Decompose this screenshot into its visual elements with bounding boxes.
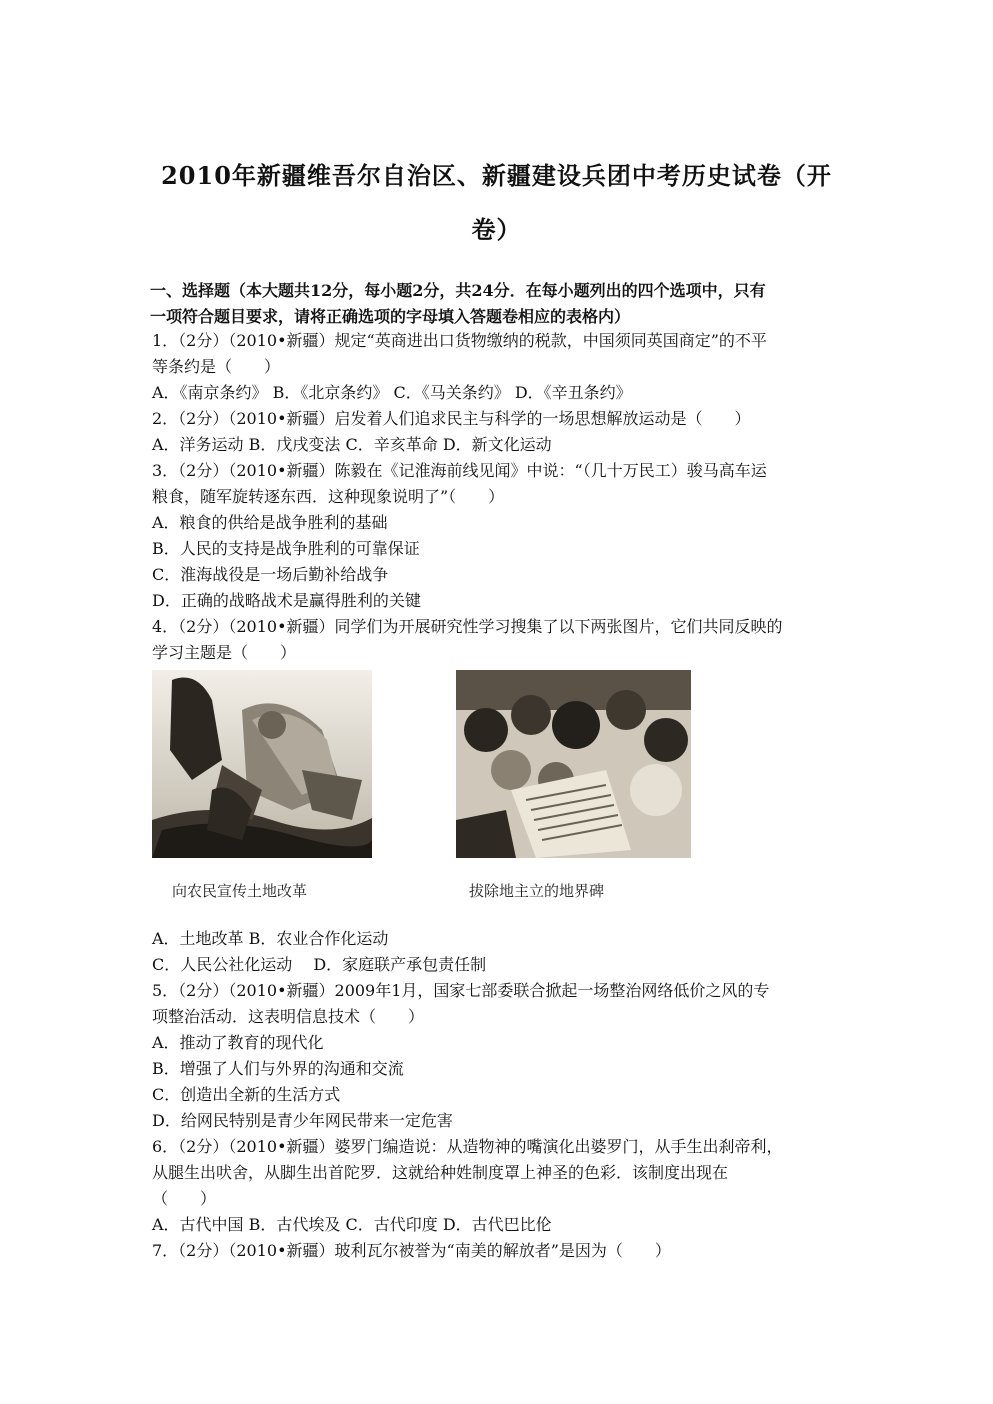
exam-title-line-2: 卷） bbox=[471, 215, 522, 244]
question-line: 等条约是（ ） bbox=[152, 357, 281, 376]
boundary-marker-photo-drawing bbox=[456, 670, 691, 858]
question-line: A．粮食的供给是战争胜利的基础 bbox=[152, 513, 388, 532]
question-line: A．洋务运动 B．戊戌变法 C．辛亥革命 D．新文化运动 bbox=[152, 435, 552, 454]
question-line: D．给网民特别是青少年网民带来一定危害 bbox=[152, 1111, 453, 1130]
question-line: （ ） bbox=[152, 1189, 217, 1208]
question-line: 2．（2分）（2010•新疆）启发着人们追求民主与科学的一场思想解放运动是（ ） bbox=[152, 409, 751, 428]
question-line: D．正确的战略战术是赢得胜利的关键 bbox=[152, 591, 421, 610]
question-line: 粮食，随军旋转逐东西．这种现象说明了”（ ） bbox=[152, 487, 505, 506]
land-reform-photo-drawing bbox=[152, 670, 372, 858]
land-reform-photo bbox=[152, 670, 372, 858]
question-line: 7．（2分）（2010•新疆）玻利瓦尔被誉为“南美的解放者”是因为（ ） bbox=[152, 1241, 671, 1260]
question-line: 从腿生出吠舍，从脚生出首陀罗．这就给种姓制度罩上神圣的色彩．该制度出现在 bbox=[152, 1163, 729, 1182]
boundary-marker-photo bbox=[456, 670, 691, 858]
question-line: 学习主题是（ ） bbox=[152, 643, 297, 662]
question-line: 4．（2分）（2010•新疆）同学们为开展研究性学习搜集了以下两张图片，它们共同反映的 bbox=[152, 617, 783, 636]
question-line: 6．（2分）（2010•新疆）婆罗门编造说：从造物神的嘴演化出婆罗门，从手生出刹帝利， bbox=[152, 1137, 783, 1156]
question-line: 项整治活动．这表明信息技术（ ） bbox=[152, 1007, 425, 1026]
question-line: C．人民公社化运动 D．家庭联产承包责任制 bbox=[152, 955, 487, 974]
question-line: A．土地改革 B．农业合作化运动 bbox=[152, 929, 389, 948]
question-line: A．《南京条约》 B．《北京条约》 C．《马关条约》 D．《辛丑条约》 bbox=[152, 383, 632, 402]
question-line: 3．（2分）（2010•新疆）陈毅在《记淮海前线见闻》中说：“（几十万民工）骏马高车运 bbox=[152, 461, 767, 480]
land-reform-caption: 向农民宣传土地改革 bbox=[172, 882, 308, 900]
section-heading-line-2: 一项符合题目要求，请将正确选项的字母填入答题卷相应的表格内） bbox=[150, 307, 631, 326]
question-line: 5．（2分）（2010•新疆）2009年1月，国家七部委联合掀起一场整治网络低价之风的专 bbox=[152, 981, 770, 1000]
question-line: A．推动了教育的现代化 bbox=[152, 1033, 324, 1052]
question-line: 1．（2分）（2010•新疆）规定“英商进出口货物缴纳的税款，中国须同英国商定”的不平 bbox=[152, 331, 767, 350]
question-line: C．淮海战役是一场后勤补给战争 bbox=[152, 565, 389, 584]
question-line: B．增强了人们与外界的沟通和交流 bbox=[152, 1059, 404, 1078]
exam-title-line-1: 2010年新疆维吾尔自治区、新疆建设兵团中考历史试卷（开 bbox=[161, 161, 832, 190]
question-line: B．人民的支持是战争胜利的可靠保证 bbox=[152, 539, 420, 558]
boundary-marker-caption: 拔除地主立的地界碑 bbox=[469, 882, 605, 900]
question-line: A．古代中国 B．古代埃及 C．古代印度 D．古代巴比伦 bbox=[152, 1215, 552, 1234]
question-line: C．创造出全新的生活方式 bbox=[152, 1085, 341, 1104]
section-heading-line-1: 一、选择题（本大题共12分，每小题2分，共24分．在每小题列出的四个选项中，只有 bbox=[150, 281, 766, 300]
